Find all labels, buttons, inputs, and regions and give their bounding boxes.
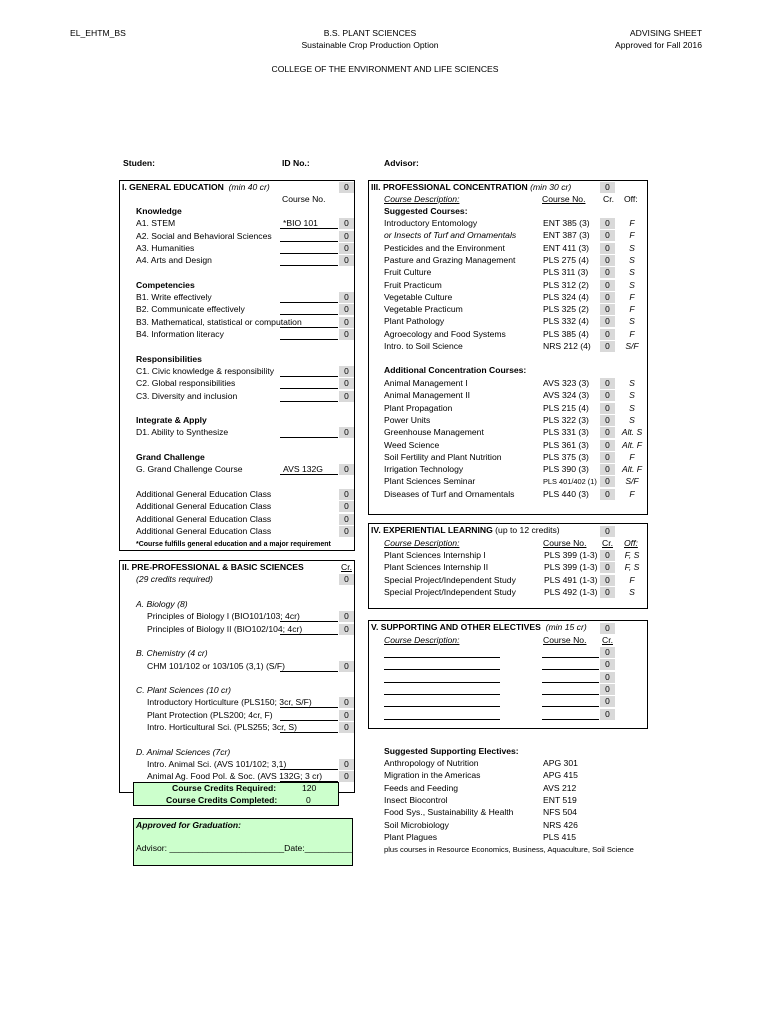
course-number: PLS 399 (1-3) (544, 562, 598, 573)
offered-term: F (629, 328, 635, 339)
credit-cell: 0 (339, 526, 354, 537)
credit-cell: 0 (600, 329, 615, 340)
credit-cell: 0 (600, 696, 615, 707)
offered-term: F (629, 451, 635, 462)
course-description: Animal Management II (384, 390, 470, 401)
science-course-label: Animal Ag. Food Pol. & Soc. (AVS 132G; 3 cr) (147, 771, 323, 782)
course-number: PLS 401/402 (1) (543, 477, 597, 487)
credit-cell: 0 (339, 391, 354, 402)
course-description: Agroecology and Food Systems (384, 328, 506, 339)
credit-cell: 0 (600, 452, 615, 463)
supp-total: 0 (600, 623, 615, 634)
exp-total: 0 (600, 526, 615, 537)
elective-description-line[interactable] (384, 657, 500, 658)
credit-cell: 0 (600, 562, 615, 573)
credits-completed-value: 0 (306, 795, 311, 805)
approval-term: Approved for Fall 2016 (615, 40, 702, 50)
credit-cell: 0 (339, 427, 354, 438)
credit-cell: 0 (600, 684, 615, 695)
science-course-label: Introductory Horticulture (PLS150; 3cr, S/F) (147, 697, 312, 708)
gen-ed-footnote: *Course fulfills general education and a major requirement (136, 541, 331, 549)
course-number: PLS 215 (4) (543, 402, 589, 413)
requirement-label: B3. Mathematical, statistical or computation (136, 316, 302, 327)
elective-course-number: ENT 519 (543, 794, 577, 805)
science-course-label: Intro. Horticultural Sci. (PLS255; 3cr, S) (147, 722, 297, 732)
course-entry-line[interactable] (280, 671, 338, 672)
course-number: ENT 385 (3) (543, 218, 590, 228)
course-number: PLS 491 (1-3) (544, 574, 598, 585)
gen-ed-course-no-header: Course No. (282, 194, 326, 204)
credit-cell: 0 (600, 575, 615, 586)
credit-cell: 0 (339, 464, 354, 475)
group-heading: Grand Challenge (136, 452, 205, 462)
credit-cell: 0 (339, 722, 354, 733)
credit-cell: 0 (600, 316, 615, 327)
pre-prof-title: II. PRE-PROFESSIONAL & BASIC SCIENCES (122, 562, 304, 572)
elective-course-line[interactable] (542, 682, 599, 683)
credit-cell: 0 (339, 218, 354, 229)
elective-description: Plant Plagues (384, 831, 438, 842)
credit-cell: 0 (600, 672, 615, 683)
credit-cell: 0 (600, 230, 615, 241)
credit-cell: 0 (339, 329, 354, 340)
elective-course-number: NRS 426 (543, 819, 578, 830)
credit-cell: 0 (339, 710, 354, 721)
credit-cell: 0 (339, 255, 354, 266)
science-course-label: Principles of Biology II (BIO102/104; 4cr) (147, 623, 303, 634)
supp-cr-header: Cr. (602, 635, 613, 645)
course-description: Animal Management I (384, 378, 468, 388)
offered-term: S (629, 254, 635, 265)
requirement-label: B1. Write effectively (136, 292, 212, 303)
offered-term: S (629, 390, 635, 401)
offered-term: S (629, 279, 635, 290)
course-number: ENT 387 (3) (543, 230, 590, 241)
requirement-label: A3. Humanities (136, 242, 195, 253)
offered-term: S (629, 414, 635, 425)
course-entry-line[interactable] (280, 388, 338, 389)
course-description: Irrigation Technology (384, 464, 464, 475)
elective-course-number: AVS 212 (543, 782, 577, 793)
group-heading: Responsibilities (136, 353, 202, 364)
course-description: Plant Sciences Internship II (384, 562, 489, 573)
elective-description: Insect Biocontrol (384, 794, 448, 805)
credit-cell: 0 (600, 647, 615, 658)
elective-course-line[interactable] (542, 694, 599, 695)
course-description: Diseases of Turf and Ornamentals (384, 488, 515, 499)
requirement-label: A2. Social and Behavioral Sciences (136, 230, 272, 241)
course-number: PLS 440 (3) (543, 488, 589, 499)
requirement-label: B4. Information literacy (136, 329, 224, 339)
course-entry-line[interactable] (280, 253, 338, 254)
course-description: Special Project/Independent Study (384, 586, 516, 597)
credit-cell: 0 (600, 390, 615, 401)
graduation-advisor-line[interactable]: Advisor: ________________________Date:__________ (136, 843, 353, 853)
credits-required-label: Course Credits Required: (172, 783, 277, 793)
elective-course-line[interactable] (542, 669, 599, 670)
requirement-label: C1. Civic knowledge & responsibility (136, 365, 275, 376)
requirement-label: B2. Communicate effectively (136, 304, 245, 315)
course-number: NRS 212 (4) (543, 341, 591, 351)
elective-description-line[interactable] (384, 706, 500, 707)
exp-course-header: Course No. (543, 538, 587, 548)
credit-cell: 0 (600, 341, 615, 352)
course-description: Fruit Culture (384, 267, 432, 278)
student-label: Studen: (123, 158, 155, 168)
credit-cell: 0 (339, 378, 354, 389)
course-entry-line[interactable] (280, 314, 338, 315)
credit-cell: 0 (600, 464, 615, 475)
gen-ed-title: I. GENERAL EDUCATION (min 40 cr) (122, 182, 270, 192)
course-description: Vegetable Culture (384, 291, 453, 302)
course-number: PLS 312 (2) (543, 279, 589, 290)
elective-description: Feeds and Feeding (384, 782, 459, 793)
credit-cell: 0 (339, 514, 354, 525)
prof-conc-title: III. PROFESSIONAL CONCENTRATION (min 30 cr) (371, 182, 572, 192)
course-entry-line[interactable] (280, 327, 338, 328)
course-entry-line[interactable] (280, 634, 338, 635)
elective-description-line[interactable] (384, 669, 500, 670)
additional-class-label: Additional General Education Class (136, 501, 272, 512)
offered-term: F (629, 291, 635, 302)
sheet-type: ADVISING SHEET (629, 28, 702, 38)
course-number: AVS 324 (3) (543, 390, 590, 401)
offered-term: S (629, 316, 635, 327)
credit-cell: 0 (600, 378, 615, 389)
credit-cell: 0 (600, 415, 615, 426)
course-description: Pasture and Grazing Management (384, 254, 516, 265)
course-number: PLS 322 (3) (543, 414, 589, 425)
offered-term: S/F (625, 476, 639, 487)
elective-description-line[interactable] (384, 682, 500, 683)
credit-cell: 0 (600, 280, 615, 291)
credit-cell: 0 (600, 587, 615, 598)
credit-cell: 0 (339, 624, 354, 635)
program-title: B.S. PLANT SCIENCES (323, 28, 417, 38)
course-description: Vegetable Practicum (384, 304, 463, 315)
approved-label: Approved for Graduation: (136, 820, 242, 830)
science-group-heading: A. Biology (8) (136, 599, 188, 609)
course-number[interactable]: *BIO 101 (283, 218, 318, 229)
science-course-label: Principles of Biology I (BIO101/103; 4cr) (147, 611, 300, 622)
credit-cell: 0 (339, 292, 354, 303)
course-description: Power Units (384, 414, 431, 425)
credit-cell: 0 (339, 366, 354, 377)
course-description: Plant Sciences Seminar (384, 476, 476, 487)
credits-completed-label: Course Credits Completed: (166, 795, 278, 805)
course-entry-line[interactable] (280, 339, 338, 340)
offered-term: F, S (624, 562, 640, 573)
prof-conc-cr-header: Cr. (603, 194, 614, 204)
offered-term: F (629, 218, 635, 228)
course-entry-line[interactable] (280, 720, 338, 721)
course-description: Soil Fertility and Plant Nutrition (384, 451, 502, 462)
credit-cell: 0 (339, 317, 354, 328)
prof-conc-course-header: Course No. (542, 194, 586, 204)
course-entry-line[interactable] (280, 769, 338, 770)
credit-cell: 0 (600, 709, 615, 720)
elective-description-line[interactable] (384, 719, 500, 720)
elective-description: Anthropology of Nutrition (384, 758, 479, 768)
course-entry-line[interactable] (280, 376, 338, 377)
credit-cell: 0 (600, 304, 615, 315)
pre-prof-total: 0 (339, 574, 354, 585)
course-number: PLS 324 (4) (543, 291, 589, 302)
course-number: PLS 325 (2) (543, 304, 589, 315)
course-description: Greenhouse Management (384, 427, 484, 438)
course-entry-line[interactable] (280, 302, 338, 303)
course-entry-line[interactable] (280, 437, 338, 438)
course-entry-line[interactable] (280, 401, 338, 402)
course-description: Weed Science (384, 439, 440, 450)
id-label: ID No.: (282, 158, 310, 168)
offered-term: S (629, 402, 635, 413)
credit-cell: 0 (600, 489, 615, 500)
course-description: Intro. to Soil Science (384, 341, 463, 351)
exp-off-header: Off: (624, 538, 638, 548)
prof-conc-desc-header: Course Description: (384, 194, 460, 204)
suggested-supporting-heading: Suggested Supporting Electives: (384, 746, 519, 756)
course-entry-line[interactable] (280, 707, 338, 708)
course-number: PLS 331 (3) (543, 427, 589, 438)
offered-term: S (629, 242, 635, 253)
exp-cr-header: Cr. (602, 538, 613, 548)
offered-term: Alt. F (621, 439, 643, 450)
credit-cell: 0 (600, 267, 615, 278)
science-group-heading: D. Animal Sciences (7cr) (136, 746, 231, 757)
credits-required-value: 120 (302, 783, 317, 793)
suggested-supporting-footer: plus courses in Resource Economics, Business, Aquaculture, Soil Science (384, 845, 634, 854)
credit-cell: 0 (600, 550, 615, 561)
elective-course-number: APG 301 (543, 758, 578, 768)
offered-term: F, S (624, 550, 640, 560)
additional-class-label: Additional General Education Class (136, 525, 272, 536)
credit-cell: 0 (339, 759, 354, 770)
course-entry-line[interactable] (280, 621, 338, 622)
credit-cell: 0 (600, 440, 615, 451)
course-number: PLS 390 (3) (543, 464, 589, 475)
prof-conc-total: 0 (600, 182, 615, 193)
course-number[interactable]: AVS 132G (283, 464, 323, 475)
exp-desc-header: Course Description: (384, 538, 460, 548)
course-entry-line[interactable] (280, 265, 338, 266)
course-description: Plant Pathology (384, 316, 445, 327)
offered-term: F (629, 488, 635, 499)
credit-cell: 0 (339, 231, 354, 242)
credit-cell: 0 (600, 659, 615, 670)
requirement-label: C3. Diversity and inclusion (136, 390, 238, 401)
offered-term: Alt. F (621, 464, 643, 475)
offered-term: S/F (625, 341, 639, 351)
elective-description: Migration in the Americas (384, 770, 481, 781)
advisor-label: Advisor: (384, 158, 419, 168)
sheet-code: EL_EHTM_BS (70, 28, 126, 38)
credit-cell: 0 (600, 427, 615, 438)
offered-term: Alt. S (621, 427, 643, 438)
science-course-label: CHM 101/102 or 103/105 (3,1) (S/F) (147, 660, 286, 671)
credit-cell: 0 (600, 255, 615, 266)
course-description: Special Project/Independent Study (384, 574, 516, 585)
course-description: Introductory Entomology (384, 218, 478, 228)
course-description: Fruit Practicum (384, 279, 442, 290)
credit-cell: 0 (339, 771, 354, 782)
science-group-heading: B. Chemistry (4 cr) (136, 648, 208, 659)
credit-cell: 0 (600, 476, 615, 487)
program-option: Sustainable Crop Production Option (301, 40, 439, 50)
course-number: PLS 492 (1-3) (544, 586, 598, 597)
science-course-label: Plant Protection (PLS200; 4cr, F) (147, 709, 273, 720)
additional-class-label: Additional General Education Class (136, 513, 272, 524)
additional-class-label: Additional General Education Class (136, 488, 272, 499)
course-number: PLS 275 (4) (543, 254, 589, 265)
course-description: Plant Propagation (384, 402, 453, 413)
credit-cell: 0 (600, 403, 615, 414)
credit-cell: 0 (339, 489, 354, 500)
pre-prof-cr-header: Cr. (341, 562, 352, 572)
gen-ed-total: 0 (339, 182, 354, 193)
requirement-label: A1. STEM (136, 218, 176, 229)
elective-course-number: PLS 415 (543, 831, 576, 842)
college-name: COLLEGE OF THE ENVIRONMENT AND LIFE SCIENCES (271, 64, 499, 74)
science-group-heading: C. Plant Sciences (10 cr) (136, 685, 232, 696)
elective-description: Soil Microbiology (384, 819, 449, 830)
course-number: PLS 385 (4) (543, 328, 589, 339)
course-number: PLS 311 (3) (543, 267, 589, 278)
course-number: ENT 411 (3) (543, 242, 590, 253)
elective-course-line[interactable] (542, 706, 599, 707)
requirement-label: A4. Arts and Design (136, 255, 212, 266)
supp-course-header: Course No. (543, 635, 587, 645)
credit-cell: 0 (600, 292, 615, 303)
supp-desc-header: Course Description: (384, 635, 460, 645)
science-course-label: Intro. Animal Sci. (AVS 101/102; 3,1) (147, 758, 287, 769)
group-heading: Integrate & Apply (136, 415, 207, 426)
course-description: Plant Sciences Internship I (384, 550, 486, 560)
credit-cell: 0 (339, 661, 354, 672)
course-description: Pesticides and the Environment (384, 242, 505, 253)
offered-term: F (629, 304, 635, 315)
suggested-courses-heading: Suggested Courses: (384, 206, 468, 216)
course-number: PLS 361 (3) (543, 439, 589, 450)
course-number: AVS 323 (3) (543, 378, 590, 388)
offered-term: S (629, 267, 635, 278)
offered-term: S (629, 586, 635, 597)
group-heading: Competencies (136, 279, 195, 290)
requirement-label: G. Grand Challenge Course (136, 464, 243, 475)
credit-cell: 0 (339, 611, 354, 622)
elective-course-line[interactable] (542, 719, 599, 720)
credit-cell: 0 (339, 304, 354, 315)
course-number: PLS 375 (3) (543, 451, 589, 462)
course-description: or Insects of Turf and Ornamentals (384, 230, 517, 241)
elective-course-number: APG 415 (543, 770, 578, 781)
credit-cell: 0 (600, 243, 615, 254)
credit-cell: 0 (339, 697, 354, 708)
requirement-label: D1. Ability to Synthesize (136, 427, 229, 438)
offered-term: F (629, 574, 635, 585)
elective-course-number: NFS 504 (543, 807, 577, 818)
elective-description-line[interactable] (384, 694, 500, 695)
course-number: PLS 399 (1-3) (544, 550, 598, 560)
credit-cell: 0 (600, 218, 615, 229)
credit-cell: 0 (339, 501, 354, 512)
requirement-label: C2. Global responsibilities (136, 378, 236, 389)
course-entry-line[interactable] (280, 732, 338, 733)
course-entry-line[interactable] (280, 241, 338, 242)
elective-description: Food Sys., Sustainability & Health (384, 807, 514, 818)
exp-title: IV. EXPERIENTIAL LEARNING (up to 12 credits) (371, 525, 560, 535)
pre-prof-credits: (29 credits required) (136, 574, 213, 584)
supp-title: V. SUPPORTING AND OTHER ELECTIVES (min 15 cr) (371, 622, 587, 632)
course-number: PLS 332 (4) (543, 316, 589, 327)
offered-term: F (629, 230, 635, 241)
group-heading: Knowledge (136, 206, 182, 216)
credit-cell: 0 (339, 243, 354, 254)
elective-course-line[interactable] (542, 657, 599, 658)
prof-conc-off-header: Off: (624, 194, 638, 204)
additional-courses-heading: Additional Concentration Courses: (384, 365, 527, 375)
offered-term: S (629, 378, 635, 388)
